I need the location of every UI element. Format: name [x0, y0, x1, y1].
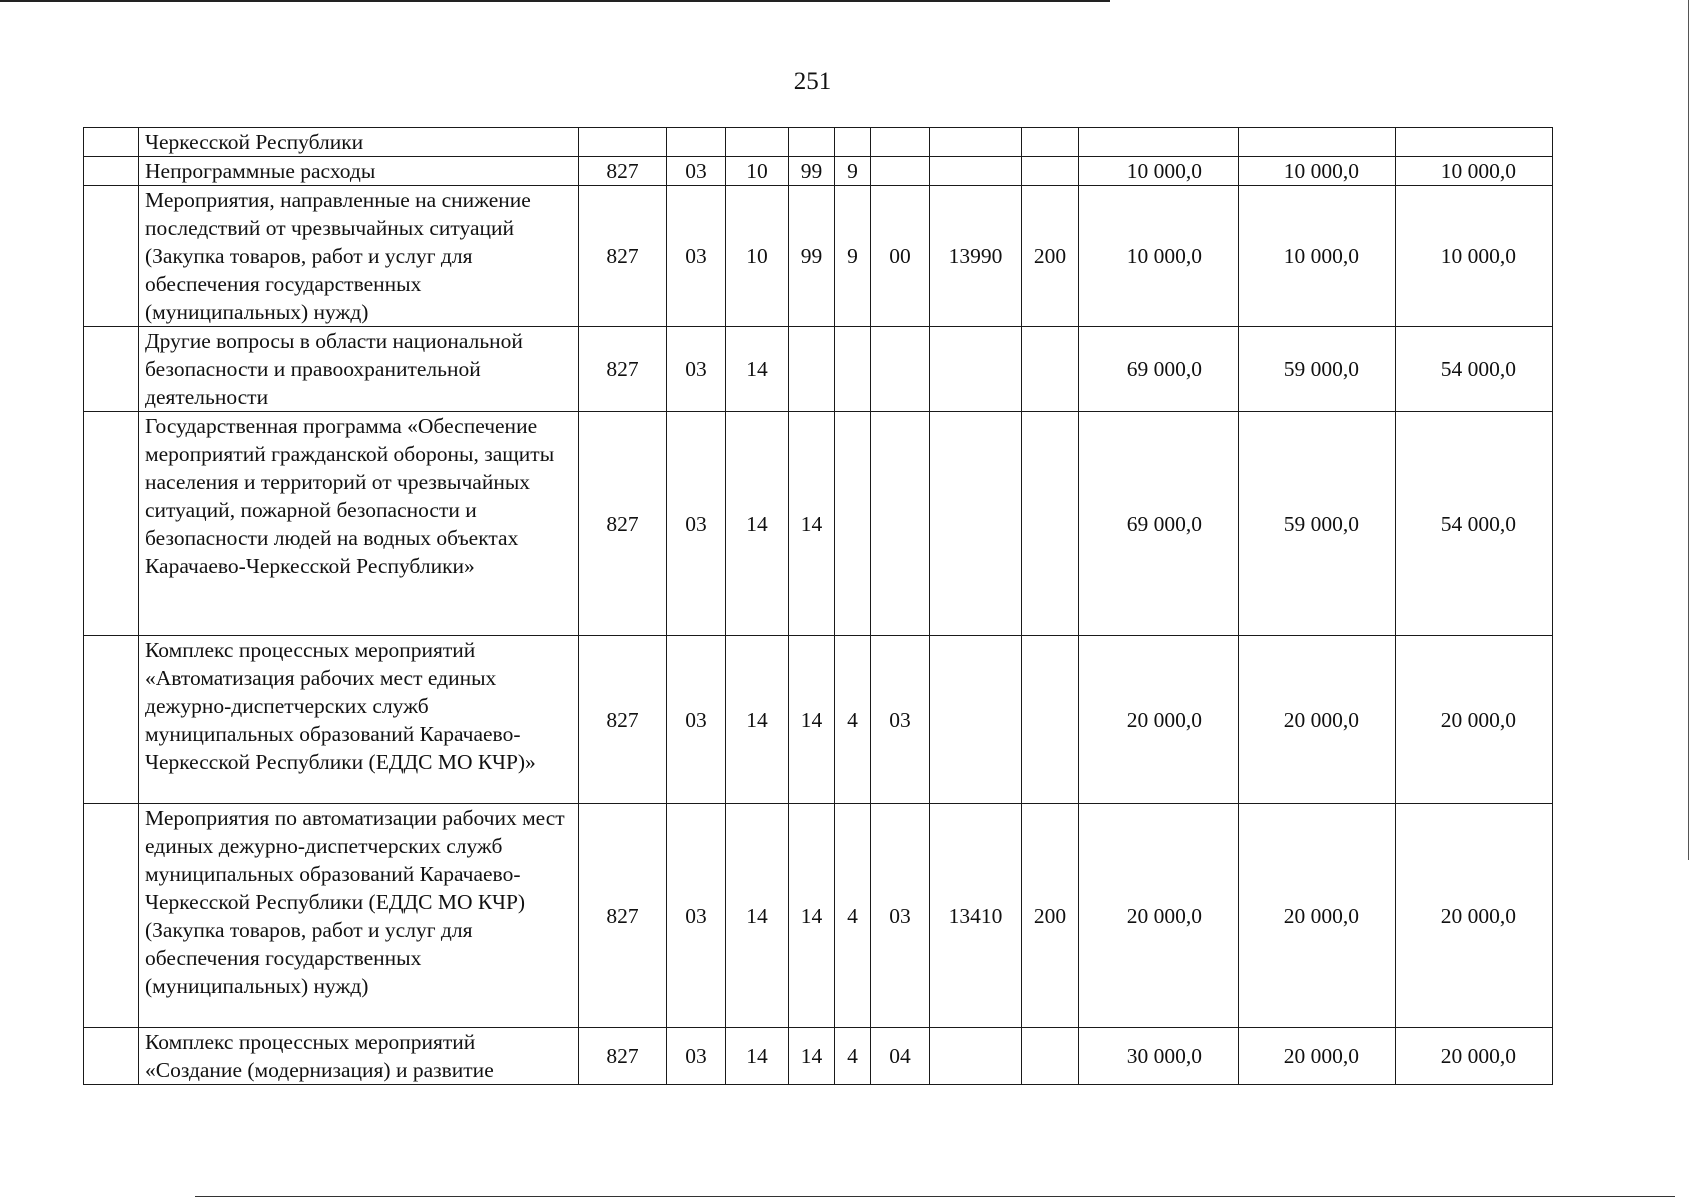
subsection-code: 14 — [726, 1028, 789, 1085]
ved-code: 827 — [579, 186, 667, 327]
amount-2: 20 000,0 — [1239, 636, 1396, 804]
expense-type-code: 200 — [1022, 804, 1079, 1028]
scan-top-rule — [0, 0, 1110, 2]
section-code: 03 — [667, 157, 726, 186]
subprogram-code: 4 — [835, 804, 871, 1028]
amount-3 — [1396, 128, 1553, 157]
ved-code: 827 — [579, 327, 667, 412]
subsection-code: 14 — [726, 804, 789, 1028]
section-code — [667, 128, 726, 157]
subsection-code: 14 — [726, 327, 789, 412]
row-name: Другие вопросы в области национальной безопасности и правоохранительной деятельности — [139, 327, 579, 412]
table-row — [84, 1028, 1553, 1085]
subsection-code — [726, 128, 789, 157]
expense-type-code — [1022, 128, 1079, 157]
row-name: Непрограммные расходы — [139, 157, 579, 186]
expense-type-code: 200 — [1022, 186, 1079, 327]
section-code: 03 — [667, 412, 726, 636]
amount-1: 69 000,0 — [1079, 327, 1239, 412]
amount-3: 20 000,0 — [1396, 1028, 1553, 1085]
scan-bottom-rule — [195, 1196, 1675, 1197]
expense-type-code — [1022, 327, 1079, 412]
section-code: 03 — [667, 1028, 726, 1085]
activity-code — [871, 412, 930, 636]
expense-type-code — [1022, 157, 1079, 186]
amount-2: 59 000,0 — [1239, 412, 1396, 636]
row-name: Комплекс процессных мероприятий «Автоматизация рабочих мест единых дежурно-диспетчерских служб муниципальных образований Карачаево-Черкесской Республики (ЕДДС МО КЧР)» — [139, 636, 579, 804]
amount-3: 20 000,0 — [1396, 636, 1553, 804]
subsection-code: 10 — [726, 157, 789, 186]
table-row — [84, 636, 1553, 804]
amount-3: 54 000,0 — [1396, 412, 1553, 636]
subsection-code: 10 — [726, 186, 789, 327]
row-name: Мероприятия по автоматизации рабочих мест единых дежурно-диспетчерских служб муниципальных образований Карачаево-Черкесской Республики (ЕДДС МО КЧР) (Закупка товаров, работ и услуг для обеспечения государственных (муниципальных) нужд) — [139, 804, 579, 1028]
row-name: Комплекс процессных мероприятий «Создание (модернизация) и развитие — [139, 1028, 579, 1085]
row-number-cell — [84, 157, 139, 186]
table-row — [84, 412, 1553, 636]
row-name: Государственная программа «Обеспечение мероприятий гражданской обороны, защиты населения и территорий от чрезвычайных ситуаций, пожарной безопасности и безопасности людей на водных объектах Карачаево-Черкесской Республики» — [139, 412, 579, 636]
direction-code — [930, 636, 1022, 804]
amount-1: 30 000,0 — [1079, 1028, 1239, 1085]
direction-code — [930, 157, 1022, 186]
activity-code — [871, 157, 930, 186]
row-number-cell — [84, 412, 139, 636]
program-code: 14 — [789, 1028, 835, 1085]
budget-table — [83, 127, 1553, 1085]
program-code — [789, 128, 835, 157]
amount-3: 20 000,0 — [1396, 804, 1553, 1028]
amount-3: 54 000,0 — [1396, 327, 1553, 412]
expense-type-code — [1022, 412, 1079, 636]
direction-code — [930, 412, 1022, 636]
amount-3: 10 000,0 — [1396, 157, 1553, 186]
row-number-cell — [84, 804, 139, 1028]
program-code: 99 — [789, 157, 835, 186]
amount-2: 10 000,0 — [1239, 157, 1396, 186]
table-row — [84, 157, 1553, 186]
scan-right-edge — [1688, 0, 1689, 860]
table-row — [84, 128, 1553, 157]
amount-1: 69 000,0 — [1079, 412, 1239, 636]
amount-3: 10 000,0 — [1396, 186, 1553, 327]
amount-1: 20 000,0 — [1079, 636, 1239, 804]
amount-2: 20 000,0 — [1239, 1028, 1396, 1085]
direction-code: 13410 — [930, 804, 1022, 1028]
subprogram-code: 9 — [835, 186, 871, 327]
amount-2: 59 000,0 — [1239, 327, 1396, 412]
row-number-cell — [84, 128, 139, 157]
ved-code: 827 — [579, 157, 667, 186]
expense-type-code — [1022, 636, 1079, 804]
amount-1: 20 000,0 — [1079, 804, 1239, 1028]
section-code: 03 — [667, 804, 726, 1028]
row-number-cell — [84, 186, 139, 327]
section-code: 03 — [667, 186, 726, 327]
activity-code — [871, 128, 930, 157]
row-number-cell — [84, 636, 139, 804]
ved-code: 827 — [579, 412, 667, 636]
amount-2 — [1239, 128, 1396, 157]
direction-code — [930, 1028, 1022, 1085]
row-number-cell — [84, 1028, 139, 1085]
program-code: 99 — [789, 186, 835, 327]
subprogram-code: 4 — [835, 1028, 871, 1085]
row-name: Мероприятия, направленные на снижение последствий от чрезвычайных ситуаций (Закупка товаров, работ и услуг для обеспечения государственных (муниципальных) нужд) — [139, 186, 579, 327]
ved-code: 827 — [579, 1028, 667, 1085]
row-number-cell — [84, 327, 139, 412]
ved-code — [579, 128, 667, 157]
program-code — [789, 327, 835, 412]
row-name: Черкесской Республики — [139, 128, 579, 157]
direction-code — [930, 327, 1022, 412]
subsection-code: 14 — [726, 412, 789, 636]
ved-code: 827 — [579, 804, 667, 1028]
amount-1: 10 000,0 — [1079, 157, 1239, 186]
page-number: 251 — [793, 68, 832, 95]
subsection-code: 14 — [726, 636, 789, 804]
table-row — [84, 327, 1553, 412]
ved-code: 827 — [579, 636, 667, 804]
subprogram-code — [835, 327, 871, 412]
activity-code: 04 — [871, 1028, 930, 1085]
amount-2: 20 000,0 — [1239, 804, 1396, 1028]
subprogram-code — [835, 412, 871, 636]
direction-code — [930, 128, 1022, 157]
table-row — [84, 186, 1553, 327]
program-code: 14 — [789, 636, 835, 804]
amount-1: 10 000,0 — [1079, 186, 1239, 327]
subprogram-code — [835, 128, 871, 157]
expense-type-code — [1022, 1028, 1079, 1085]
program-code: 14 — [789, 804, 835, 1028]
amount-2: 10 000,0 — [1239, 186, 1396, 327]
activity-code: 00 — [871, 186, 930, 327]
program-code: 14 — [789, 412, 835, 636]
direction-code: 13990 — [930, 186, 1022, 327]
table-row — [84, 804, 1553, 1028]
activity-code — [871, 327, 930, 412]
amount-1 — [1079, 128, 1239, 157]
activity-code: 03 — [871, 636, 930, 804]
section-code: 03 — [667, 327, 726, 412]
subprogram-code: 9 — [835, 157, 871, 186]
activity-code: 03 — [871, 804, 930, 1028]
subprogram-code: 4 — [835, 636, 871, 804]
section-code: 03 — [667, 636, 726, 804]
